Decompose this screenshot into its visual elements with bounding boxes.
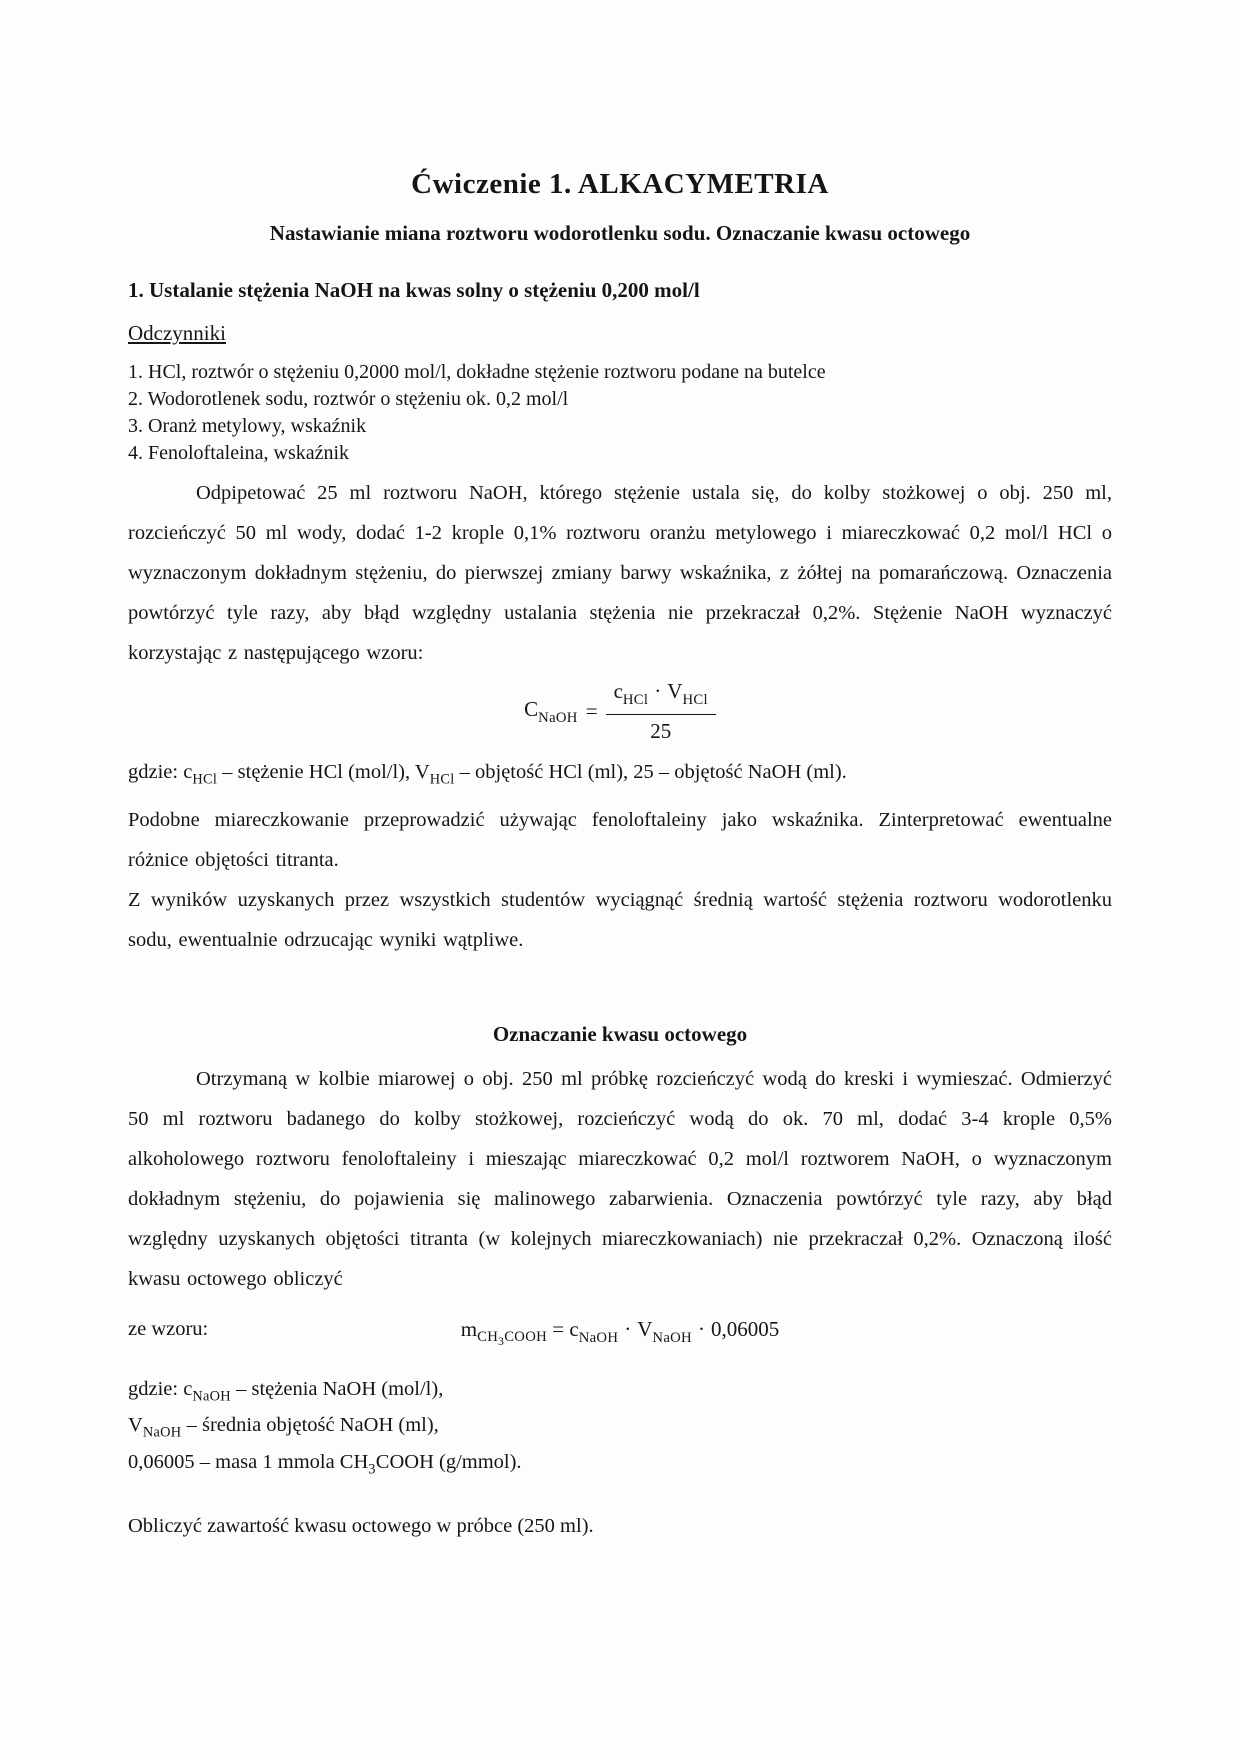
formula2-row [128, 1305, 1112, 1353]
procedure2-paragraph: Otrzymaną w kolbie miarowej o obj. 250 ml próbkę rozcieńczyć wodą do kreski i wymieszać. Odmierzyć 50 ml roztworu badanego do kolby stożkowej, rozcieńczyć wodą do ok. 70 ml, dodać 3-4 krople 0,5% alkoholowego roztworu fenoloftaleiny i mieszając miareczkować 0,2 mol/l roztworem NaOH, o wyznaczonym dokładnym stężeniu, do pojawienia się malinowego zabarwienia. Oznaczenia powtórzyć tyle razy, aby błąd względny uzyskanych objętości titranta (w kolejnych miareczkowaniach) nie przekraczał 0,2%. Oznaczoną ilość kwasu octowego obliczyć [128, 1067, 1112, 1290]
formula1-lhs-subscript: NaOH [538, 709, 578, 726]
naoh-concentration-formula [128, 679, 1112, 744]
average-note-paragraph: Z wyników uzyskanych przez wszystkich studentów wyciągnąć średnią wartość stężenia roztworu wodorotlenku sodu, ewentualnie odrzucając wyniki wątpliwe. [128, 888, 1112, 951]
equals-sign: = [585, 698, 598, 723]
reagent-item: 4. Fenoloftaleina, wskaźnik [128, 442, 350, 464]
section1-heading: 1. Ustalanie stężenia NaOH na kwas solny o stężeniu 0,200 mol/l [128, 278, 700, 302]
document-subtitle: Nastawianie miana roztworu wodorotlenku sodu. Oznaczanie kwasu octowego [269, 221, 971, 245]
formula2-legend [128, 1375, 1112, 1485]
formula2-legend-line1: gdzie: $c_{NaOH}$ – stężenia NaOH (mol/l), [128, 1377, 444, 1405]
section2-heading: Oznaczanie kwasu octowego [492, 1021, 748, 1046]
formula1-denominator: 25 [606, 714, 716, 744]
procedure1-paragraph: Odpipetować 25 ml roztworu NaOH, którego stężenie ustala się, do kolby stożkowej o obj. 250 ml, rozcieńczyć 50 ml wody, dodać 1-2 krople 0,1% roztworu oranżu metylowego i miareczkować 0,2 mol/l HCl o wyznaczonym dokładnym stężeniu, do pierwszej zmiany barwy wskaźnika, z żółtej na pomarańczową. Oznaczenia powtórzyć tyle razy, aby błąd względny ustalania stężenia nie przekraczał 0,2%. Stężenie NaOH wyznaczyć korzystając z następującego wzoru: [128, 482, 1112, 664]
formula1-numerator: $c_{HCl} \cdot V_{HCl}$ [613, 679, 708, 708]
indicator-note-paragraph: Podobne miareczkowanie przeprowadzić używając fenoloftaleiny jako wskaźnika. Zinterpretować ewentualne różnice objętości titranta. [128, 808, 1112, 871]
multiplication-dot: · [654, 679, 662, 703]
reagent-item: 1. HCl, roztwór o stężeniu 0,2000 mol/l, dokładne stężenie roztworu podane na butelce [128, 361, 826, 383]
acetic-acid-mass-formula: $m_{CH_3COOH} = c_{NaOH} \cdot V_{NaOH} \cdot 0,06005$ [460, 1316, 780, 1349]
formula1-fraction [606, 679, 716, 744]
reagent-item: 2. Wodorotlenek sodu, roztwór o stężeniu ok. 0,2 mol/l [128, 388, 569, 410]
reagents-heading: Odczynniki [128, 321, 226, 345]
document-title: Ćwiczenie 1. ALKACYMETRIA [411, 168, 829, 200]
formula2-lhs-subscript: CH3COOH [477, 1329, 548, 1349]
formula-label: ze wzoru: [128, 1317, 209, 1340]
formula1-lhs: $C_{NaOH}$ [524, 696, 578, 726]
multiplication-dot: · [697, 1316, 705, 1341]
formula1-legend: gdzie: $c_{HCl}$ – stężenie HCl (mol/l), $V_{HCl}$ – objętość HCl (ml), 25 – objętość NaOH (ml). [128, 760, 847, 788]
formula2-legend-line3: 0,06005 – masa 1 mmola $CH_3COOH$ (g/mmol). [128, 1451, 522, 1478]
formula2-legend-line2: $V_{NaOH}$ – średnia objętość NaOH (ml), [128, 1414, 439, 1442]
formula2-constant: 0,06005 [710, 1316, 780, 1341]
reagent-item: 3. Oranż metylowy, wskaźnik [128, 415, 367, 437]
multiplication-dot: · [624, 1316, 632, 1341]
final-instruction: Obliczyć zawartość kwasu octowego w próbce (250 ml). [128, 1514, 594, 1537]
equals-sign: = [552, 1316, 565, 1341]
reagents-list [128, 359, 1112, 467]
